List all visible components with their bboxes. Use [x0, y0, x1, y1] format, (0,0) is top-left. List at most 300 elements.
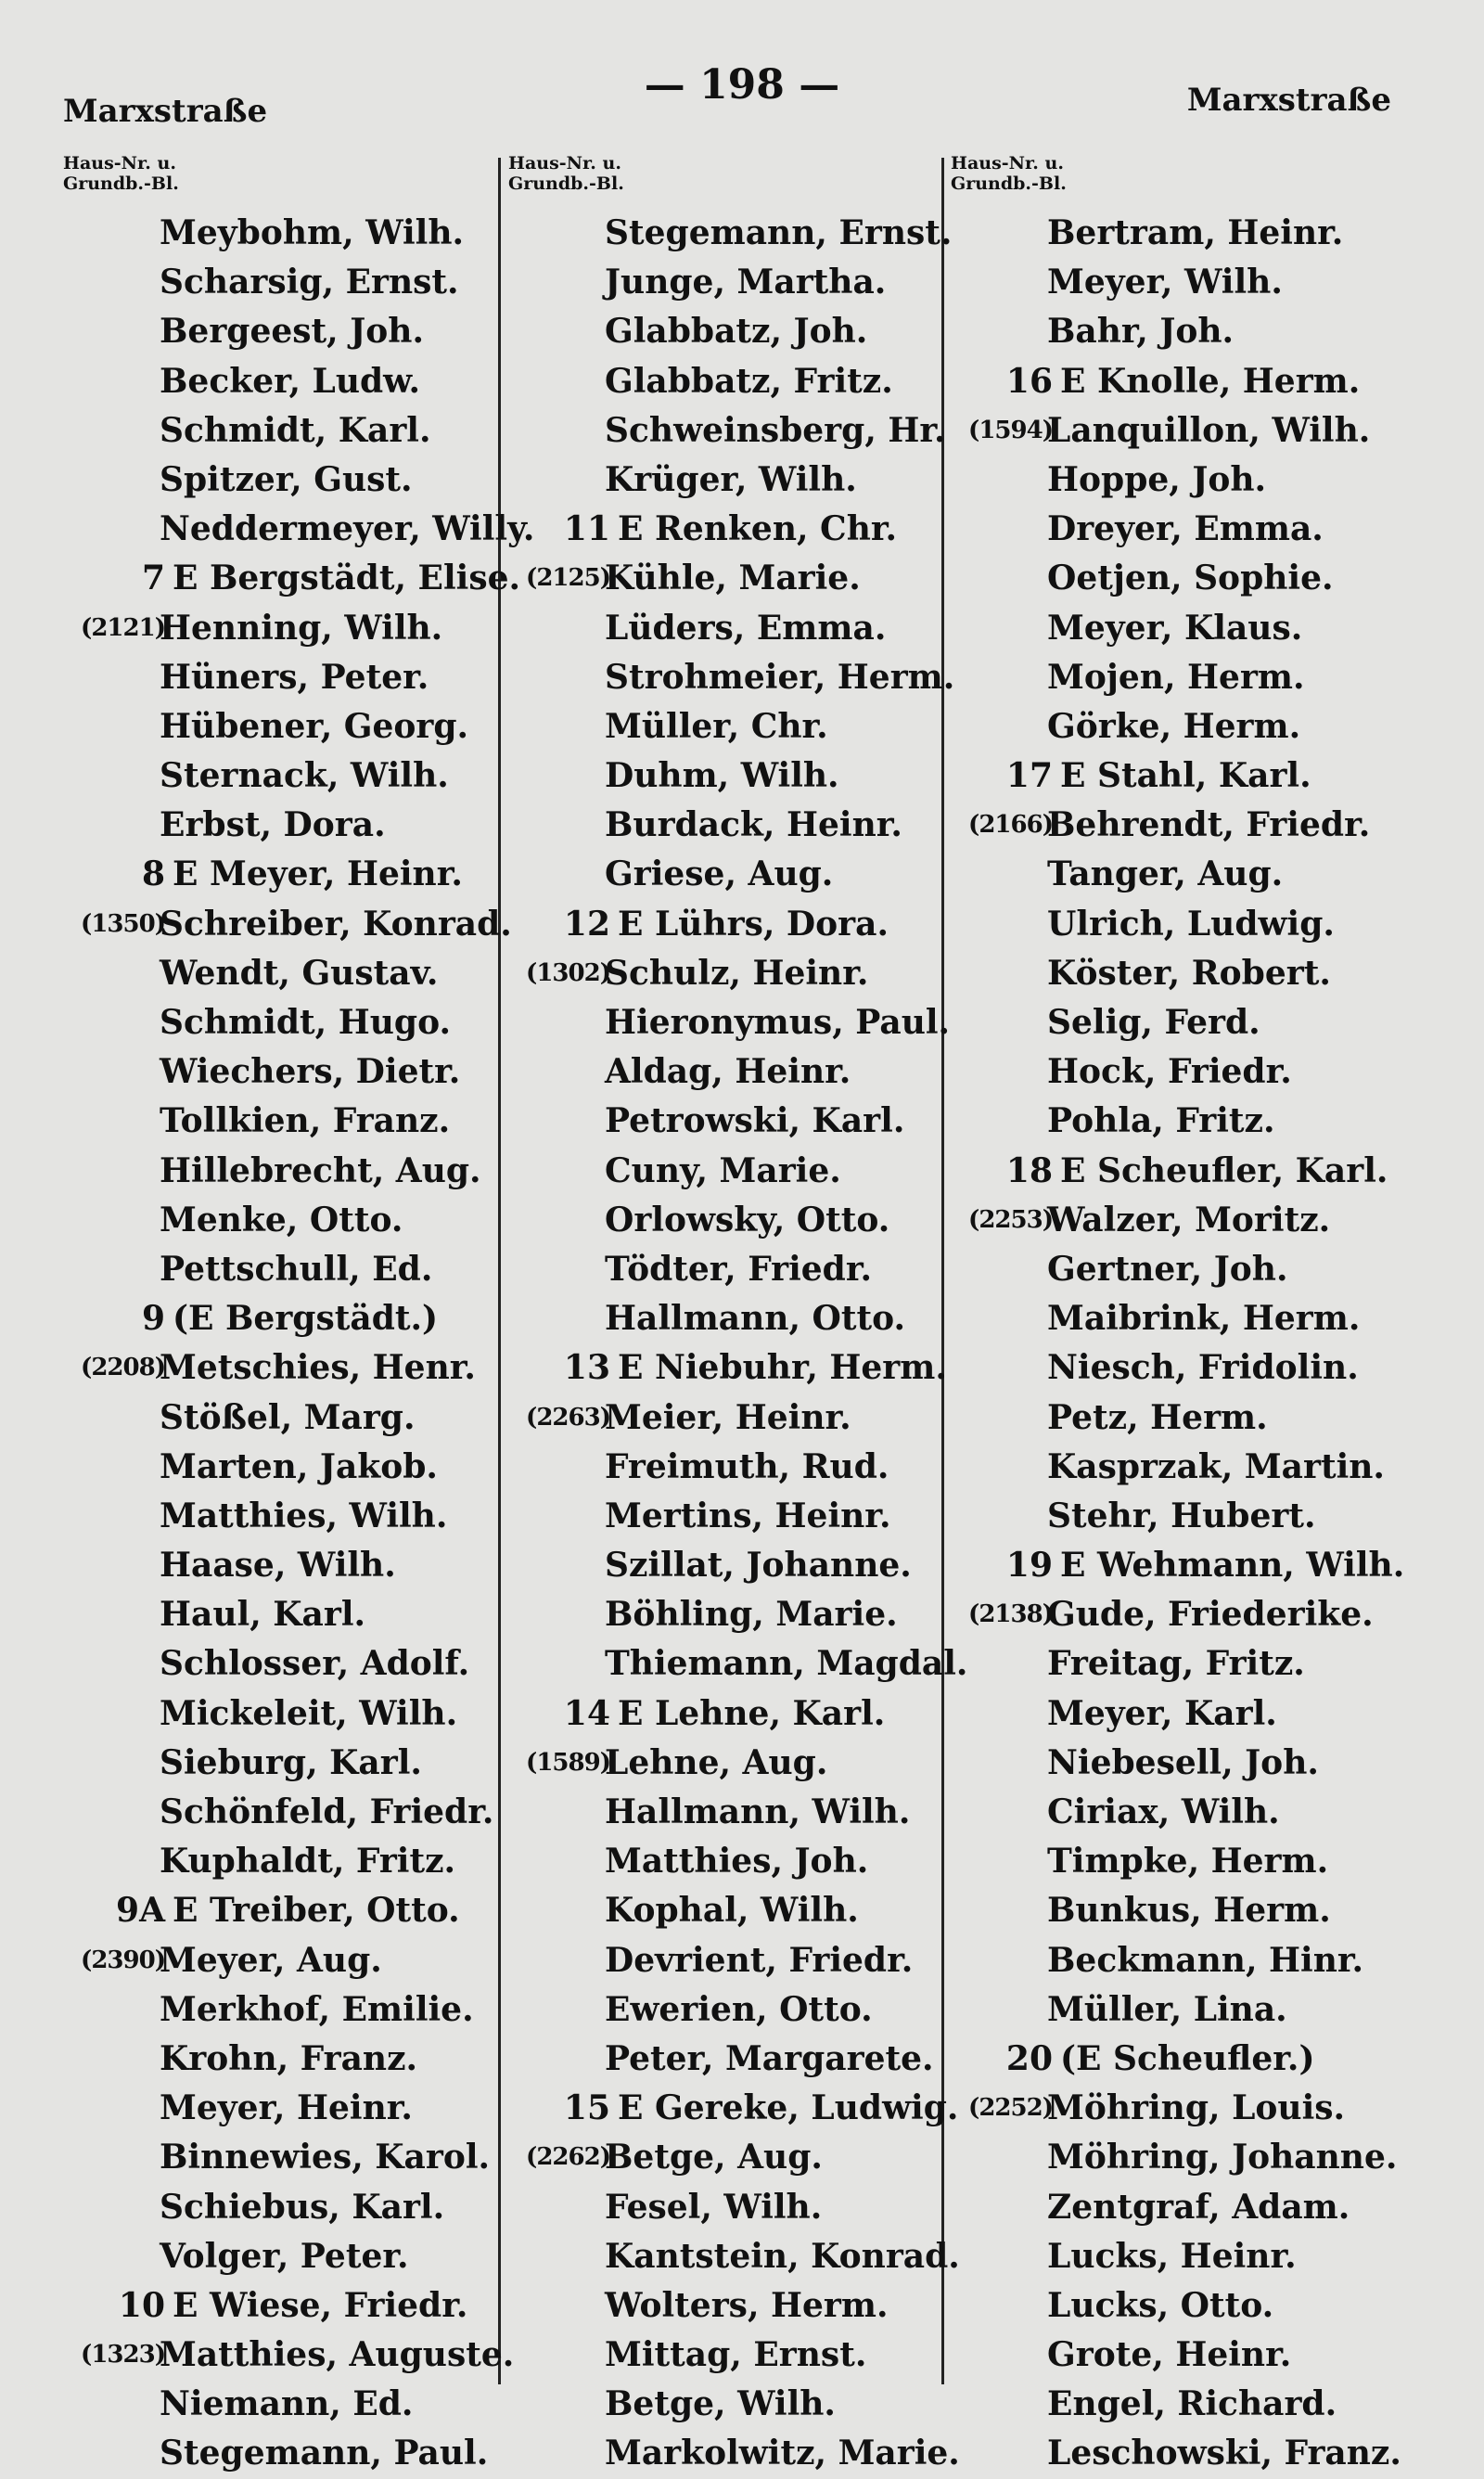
resident-name: Menke, Otto.: [160, 1200, 403, 1240]
directory-entry: [951, 1886, 1414, 1935]
resident-name: Kuphaldt, Fritz.: [160, 1842, 456, 1882]
house-number: 16: [1005, 361, 1053, 401]
directory-entry: [951, 1245, 1414, 1294]
directory-entry: [951, 2281, 1414, 2331]
resident-name: E Bergstädt, Elise.: [173, 559, 521, 598]
resident-name: E Lehne, Karl.: [618, 1693, 886, 1733]
resident-name: Stegemann, Paul.: [160, 2434, 489, 2473]
resident-name: Binnewies, Karol.: [160, 2138, 491, 2177]
resident-name: Meyer, Klaus.: [1047, 608, 1303, 648]
directory-entry: [508, 751, 944, 801]
directory-entry: [508, 554, 944, 603]
resident-name: Petrowski, Karl.: [605, 1101, 905, 1141]
resident-name: Haul, Karl.: [160, 1595, 366, 1635]
directory-entry: [951, 406, 1414, 456]
resident-name: Gude, Friederike.: [1047, 1595, 1374, 1635]
resident-name: Görke, Herm.: [1047, 706, 1301, 746]
directory-entry: [63, 307, 499, 356]
resident-name: E Meyer, Heinr.: [173, 854, 463, 894]
directory-entry: [951, 1047, 1414, 1097]
directory-entry: [508, 2133, 944, 2182]
directory-entry: [951, 1147, 1414, 1196]
land-register-number: (2263): [526, 1403, 610, 1432]
directory-entry: [63, 1394, 499, 1443]
resident-name: E Lührs, Dora.: [618, 904, 889, 944]
resident-name: Zentgraf, Adam.: [1047, 2187, 1350, 2227]
column-header-line: Grundb.-Bl.: [951, 173, 1067, 194]
directory-entry: [508, 1739, 944, 1788]
resident-name: Müller, Chr.: [605, 706, 828, 746]
directory-entry: [508, 2281, 944, 2331]
resident-name: Pettschull, Ed.: [160, 1249, 433, 1289]
resident-name: Neddermeyer, Willy.: [160, 509, 535, 549]
resident-name: Krohn, Franz.: [160, 2038, 418, 2078]
resident-name: Möhring, Johanne.: [1047, 2138, 1398, 2177]
directory-entry: [951, 653, 1414, 702]
directory-entry: [951, 702, 1414, 751]
land-register-number: (2262): [526, 2143, 610, 2172]
house-number: 7: [141, 559, 165, 598]
resident-name: Kühle, Marie.: [605, 559, 861, 598]
resident-name: Stößel, Marg.: [160, 1397, 416, 1437]
resident-name: Schönfeld, Friedr.: [160, 1792, 494, 1831]
resident-name: Sieburg, Karl.: [160, 1742, 422, 1782]
house-number: 11: [563, 509, 610, 549]
directory-entry: [63, 2133, 499, 2182]
resident-name: Lüders, Emma.: [605, 608, 887, 648]
directory-entry: [508, 801, 944, 850]
resident-name: Bunkus, Herm.: [1047, 1891, 1331, 1931]
directory-entry: [63, 1985, 499, 2035]
resident-name: E Niebuhr, Herm.: [618, 1348, 947, 1388]
directory-entry: [63, 998, 499, 1047]
directory-entry: [951, 1097, 1414, 1146]
resident-name: Leschowski, Franz.: [1047, 2434, 1401, 2473]
resident-name: Pohla, Fritz.: [1047, 1101, 1275, 1141]
house-number: 9A: [116, 1891, 165, 1931]
house-number: 13: [563, 1348, 610, 1388]
resident-name: Wendt, Gustav.: [160, 953, 439, 993]
directory-entry: [951, 2232, 1414, 2281]
resident-name: Wolters, Herm.: [605, 2285, 889, 2325]
directory-entry: [951, 357, 1414, 406]
directory-entry: [63, 1837, 499, 1886]
resident-name: Aldag, Heinr.: [605, 1052, 851, 1092]
resident-name: (E Scheufler.): [1060, 2038, 1315, 2078]
resident-name: Betge, Aug.: [605, 2138, 823, 2177]
resident-name: Glabbatz, Joh.: [605, 312, 868, 352]
directory-entry: [951, 1541, 1414, 1590]
directory-entry: [63, 1443, 499, 1492]
land-register-number: (1302): [526, 958, 610, 987]
resident-name: Lucks, Heinr.: [1047, 2236, 1297, 2276]
directory-entry: [63, 801, 499, 850]
directory-entry: [951, 1837, 1414, 1886]
resident-name: E Wehmann, Wilh.: [1060, 1546, 1405, 1586]
directory-entry: [951, 2429, 1414, 2478]
directory-entry: [951, 1689, 1414, 1739]
directory-entry: [951, 2084, 1414, 2133]
land-register-number: (1350): [81, 909, 165, 938]
resident-name: Haase, Wilh.: [160, 1546, 396, 1586]
directory-entry: [508, 2331, 944, 2380]
directory-entry: [63, 2084, 499, 2133]
directory-entry: [63, 1492, 499, 1541]
directory-entry: [951, 2035, 1414, 2084]
directory-entry: [508, 2380, 944, 2429]
resident-name: Schmidt, Hugo.: [160, 1003, 451, 1042]
land-register-number: (2166): [968, 811, 1053, 840]
directory-entry: [63, 702, 499, 751]
directory-entry: [63, 1047, 499, 1097]
resident-name: Dreyer, Emma.: [1047, 509, 1324, 549]
resident-name: Griese, Aug.: [605, 854, 834, 894]
resident-name: Sternack, Wilh.: [160, 756, 449, 796]
resident-name: Spitzer, Gust.: [160, 459, 413, 499]
directory-entry: [508, 1886, 944, 1935]
directory-entry: [951, 1985, 1414, 2035]
resident-name: Ewerien, Otto.: [605, 1989, 873, 2029]
resident-name: Wiechers, Dietr.: [160, 1052, 461, 1092]
land-register-number: (1323): [81, 2341, 165, 2370]
directory-entry: [951, 2331, 1414, 2380]
directory-entry: [508, 2084, 959, 2133]
resident-name: Volger, Peter.: [160, 2236, 409, 2276]
column-header-line: Grundb.-Bl.: [63, 173, 179, 194]
directory-entry: [951, 1788, 1414, 1837]
directory-entry: [951, 554, 1414, 603]
directory-entry: [63, 258, 499, 307]
directory-entry: [508, 1097, 944, 1146]
resident-name: Timpke, Herm.: [1047, 1842, 1329, 1882]
directory-entry: [63, 505, 535, 554]
directory-entry: [63, 2331, 515, 2380]
directory-entry: [951, 505, 1414, 554]
land-register-number: (2125): [526, 564, 610, 593]
directory-entry: [508, 1245, 944, 1294]
resident-name: Schulz, Heinr.: [605, 953, 869, 993]
house-number: 18: [1005, 1150, 1053, 1190]
resident-name: Lucks, Otto.: [1047, 2285, 1274, 2325]
land-register-number: (2252): [968, 2094, 1053, 2123]
resident-name: Behrendt, Friedr.: [1047, 805, 1371, 845]
resident-name: Selig, Ferd.: [1047, 1003, 1260, 1042]
directory-entry: [63, 1147, 499, 1196]
resident-name: Betge, Wilh.: [605, 2384, 836, 2424]
column-header-line: Haus-Nr. u.: [951, 153, 1064, 173]
directory-entry: [63, 1590, 499, 1639]
directory-entry: [951, 900, 1414, 949]
directory-entry: [508, 1394, 944, 1443]
resident-name: Henning, Wilh.: [160, 608, 443, 648]
directory-entry: [63, 209, 499, 258]
resident-name: Niemann, Ed.: [160, 2384, 414, 2424]
resident-name: Engel, Richard.: [1047, 2384, 1337, 2424]
resident-name: E Renken, Chr.: [618, 509, 898, 549]
resident-name: Duhm, Wilh.: [605, 756, 839, 796]
house-number: 20: [1005, 2038, 1053, 2078]
directory-entry: [63, 604, 499, 653]
directory-entry: [63, 2183, 499, 2232]
land-register-number: (2138): [968, 1600, 1053, 1629]
resident-name: Lehne, Aug.: [605, 1742, 828, 1782]
directory-entry: [63, 2035, 499, 2084]
directory-entry: [951, 850, 1414, 899]
resident-name: Hillebrecht, Aug.: [160, 1150, 481, 1190]
land-register-number: (1594): [968, 416, 1053, 444]
column-header: [508, 153, 944, 209]
directory-entry: [951, 2133, 1414, 2182]
resident-name: Orlowsky, Otto.: [605, 1200, 890, 1240]
house-number: 15: [563, 2088, 610, 2128]
house-number: 8: [141, 854, 165, 894]
directory-entry: [63, 2380, 499, 2429]
resident-name: Köster, Robert.: [1047, 953, 1331, 993]
directory-entry: [508, 1590, 944, 1639]
column-header-line: Grundb.-Bl.: [508, 173, 624, 194]
resident-name: Metschies, Henr.: [160, 1348, 476, 1388]
resident-name: Niesch, Fridolin.: [1047, 1348, 1359, 1388]
directory-entry: [508, 1936, 944, 1985]
resident-name: Kasprzak, Martin.: [1047, 1446, 1385, 1486]
resident-name: Burdack, Heinr.: [605, 805, 902, 845]
directory-entry: [63, 1936, 499, 1985]
land-register-number: (2208): [81, 1354, 165, 1382]
directory-entry: [508, 604, 944, 653]
directory-entry: [63, 1294, 499, 1343]
resident-name: Cuny, Marie.: [605, 1150, 841, 1190]
resident-name: Ulrich, Ludwig.: [1047, 904, 1335, 944]
resident-name: Kophal, Wilh.: [605, 1891, 859, 1931]
house-number: 10: [118, 2285, 165, 2325]
resident-name: Erbst, Dora.: [160, 805, 386, 845]
resident-name: E Knolle, Herm.: [1060, 361, 1361, 401]
directory-entry: [63, 1343, 499, 1393]
resident-name: Mittag, Ernst.: [605, 2335, 867, 2375]
resident-name: Matthies, Wilh.: [160, 1496, 448, 1535]
directory-entry: [951, 604, 1414, 653]
directory-entry: [951, 2380, 1414, 2429]
resident-name: Grote, Heinr.: [1047, 2335, 1292, 2375]
resident-name: E Treiber, Otto.: [173, 1891, 460, 1931]
resident-name: Böhling, Marie.: [605, 1595, 898, 1635]
directory-entry: [951, 998, 1414, 1047]
resident-name: Lanquillon, Wilh.: [1047, 410, 1371, 450]
directory-entry: [951, 1294, 1414, 1343]
directory-entry: [508, 2183, 944, 2232]
directory-entry: [508, 258, 944, 307]
resident-name: E Scheufler, Karl.: [1060, 1150, 1388, 1190]
resident-name: E Stahl, Karl.: [1060, 756, 1311, 796]
resident-name: Junge, Martha.: [605, 263, 887, 302]
column-header: [63, 153, 499, 209]
directory-entry: [63, 554, 521, 603]
resident-name: Meyer, Heinr.: [160, 2088, 413, 2128]
directory-entry: [951, 949, 1414, 998]
resident-name: Niebesell, Joh.: [1047, 1742, 1319, 1782]
land-register-number: (1589): [526, 1748, 610, 1777]
directory-entry: [508, 998, 951, 1047]
directory-entry: [508, 406, 944, 456]
directory-entry: [63, 1788, 499, 1837]
directory-entry: [951, 1639, 1414, 1689]
directory-entry: [508, 2429, 960, 2478]
directory-entry: [63, 653, 499, 702]
directory-entry: [508, 900, 944, 949]
street-name-left: Marxstraße: [63, 93, 268, 130]
directory-entry: [508, 456, 944, 505]
resident-name: Markolwitz, Marie.: [605, 2434, 960, 2473]
resident-name: Meyer, Wilh.: [1047, 263, 1283, 302]
directory-entry: [508, 850, 944, 899]
directory-entry: [63, 1097, 499, 1146]
resident-name: Meyer, Aug.: [160, 1940, 382, 1980]
directory-entry: [508, 653, 955, 702]
resident-name: Hallmann, Wilh.: [605, 1792, 911, 1831]
resident-name: Tödter, Friedr.: [605, 1249, 873, 1289]
resident-name: Mojen, Herm.: [1047, 657, 1305, 697]
resident-name: Tanger, Aug.: [1047, 854, 1284, 894]
directory-entry: [63, 1689, 499, 1739]
resident-name: Hallmann, Otto.: [605, 1299, 906, 1339]
directory-entry: [508, 1294, 944, 1343]
column-header-line: Haus-Nr. u.: [63, 153, 176, 173]
resident-name: Thiemann, Magdal.: [605, 1644, 968, 1684]
directory-entry: [508, 1837, 944, 1886]
resident-name: Bergeest, Joh.: [160, 312, 424, 352]
directory-entry: [951, 1443, 1414, 1492]
directory-column-1: [63, 153, 535, 2479]
resident-name: Beckmann, Hinr.: [1047, 1940, 1364, 1980]
directory-entry: [951, 1936, 1414, 1985]
directory-entry: [951, 456, 1414, 505]
resident-name: Fesel, Wilh.: [605, 2187, 823, 2227]
directory-entry: [951, 1590, 1414, 1639]
directory-entry: [63, 1886, 499, 1935]
directory-entry: [508, 1689, 944, 1739]
directory-entry: [951, 801, 1414, 850]
resident-name: Müller, Lina.: [1047, 1989, 1287, 2029]
resident-name: Mickeleit, Wilh.: [160, 1693, 458, 1733]
resident-name: Maibrink, Herm.: [1047, 1299, 1361, 1339]
resident-name: Kantstein, Konrad.: [605, 2236, 960, 2276]
resident-name: Devrient, Friedr.: [605, 1940, 914, 1980]
house-number: 12: [563, 904, 610, 944]
directory-entry: [951, 1492, 1414, 1541]
directory-entry: [508, 1541, 944, 1590]
resident-name: Marten, Jakob.: [160, 1446, 438, 1486]
directory-entry: [508, 357, 944, 406]
directory-entry: [951, 2183, 1414, 2232]
directory-entry: [508, 2035, 944, 2084]
resident-name: Merkhof, Emilie.: [160, 1989, 474, 2029]
resident-name: Schiebus, Karl.: [160, 2187, 445, 2227]
directory-entry: [508, 1788, 944, 1837]
directory-entry: [508, 1047, 944, 1097]
directory-entry: [951, 209, 1414, 258]
resident-name: Glabbatz, Fritz.: [605, 361, 893, 401]
directory-entry: [508, 949, 944, 998]
directory-entry: [63, 1739, 499, 1788]
directory-entry: [63, 949, 499, 998]
resident-name: Gertner, Joh.: [1047, 1249, 1288, 1289]
directory-entry: [951, 307, 1414, 356]
directory-entry: [508, 702, 944, 751]
directory-entry: [508, 2232, 960, 2281]
house-number: 14: [563, 1693, 610, 1733]
house-number: 19: [1005, 1546, 1053, 1586]
directory-entry: [508, 1196, 944, 1245]
resident-name: Hübener, Georg.: [160, 706, 469, 746]
resident-name: Möhring, Louis.: [1047, 2088, 1346, 2128]
directory-entry: [951, 1196, 1414, 1245]
house-number: 17: [1005, 756, 1053, 796]
resident-name: Hoppe, Joh.: [1047, 459, 1267, 499]
resident-name: Meier, Heinr.: [605, 1397, 851, 1437]
resident-name: Krüger, Wilh.: [605, 459, 857, 499]
page-header: [0, 56, 1484, 139]
resident-name: Bahr, Joh.: [1047, 312, 1235, 352]
directory-entry: [63, 751, 499, 801]
resident-name: Freitag, Fritz.: [1047, 1644, 1305, 1684]
directory-entry: [508, 1443, 944, 1492]
house-number: 9: [141, 1299, 165, 1339]
directory-entry: [63, 456, 499, 505]
street-name-right: Marxstraße: [1186, 82, 1391, 119]
resident-name: Mertins, Heinr.: [605, 1496, 891, 1535]
resident-name: E Wiese, Friedr.: [173, 2285, 468, 2325]
directory-entry: [508, 209, 953, 258]
resident-name: Schweinsberg, Hr.: [605, 410, 946, 450]
resident-name: Stehr, Hubert.: [1047, 1496, 1316, 1535]
directory-entry: [63, 1196, 499, 1245]
column-header-line: Haus-Nr. u.: [508, 153, 621, 173]
directory-entry: [63, 850, 499, 899]
resident-name: Schmidt, Karl.: [160, 410, 431, 450]
directory-entry: [63, 1541, 499, 1590]
resident-name: Hüners, Peter.: [160, 657, 429, 697]
resident-name: E Gereke, Ludwig.: [618, 2088, 959, 2128]
directory-entry: [63, 900, 512, 949]
resident-name: Strohmeier, Herm.: [605, 657, 955, 697]
resident-name: Schreiber, Konrad.: [160, 904, 512, 944]
directory-entry: [63, 1639, 499, 1689]
resident-name: Schlosser, Adolf.: [160, 1644, 470, 1684]
resident-name: Ciriax, Wilh.: [1047, 1792, 1280, 1831]
land-register-number: (2390): [81, 1946, 165, 1974]
resident-name: Stegemann, Ernst.: [605, 213, 953, 252]
directory-entry: [508, 1639, 968, 1689]
directory-entry: [63, 1245, 499, 1294]
directory-entry: [951, 258, 1414, 307]
directory-entry: [951, 751, 1414, 801]
directory-column-3: [951, 153, 1414, 2479]
directory-entry: [63, 2281, 499, 2331]
resident-name: Becker, Ludw.: [160, 361, 421, 401]
directory-entry: [63, 2429, 499, 2478]
resident-name: Matthies, Auguste.: [160, 2335, 515, 2375]
directory-entry: [63, 2232, 499, 2281]
directory-entry: [951, 1394, 1414, 1443]
resident-name: Walzer, Moritz.: [1047, 1200, 1331, 1240]
resident-name: Petz, Herm.: [1047, 1397, 1268, 1437]
resident-name: Matthies, Joh.: [605, 1842, 869, 1882]
resident-name: Hock, Friedr.: [1047, 1052, 1292, 1092]
resident-name: Meybohm, Wilh.: [160, 213, 465, 252]
resident-name: Bertram, Heinr.: [1047, 213, 1344, 252]
column-header: [951, 153, 1414, 209]
resident-name: Meyer, Karl.: [1047, 1693, 1277, 1733]
